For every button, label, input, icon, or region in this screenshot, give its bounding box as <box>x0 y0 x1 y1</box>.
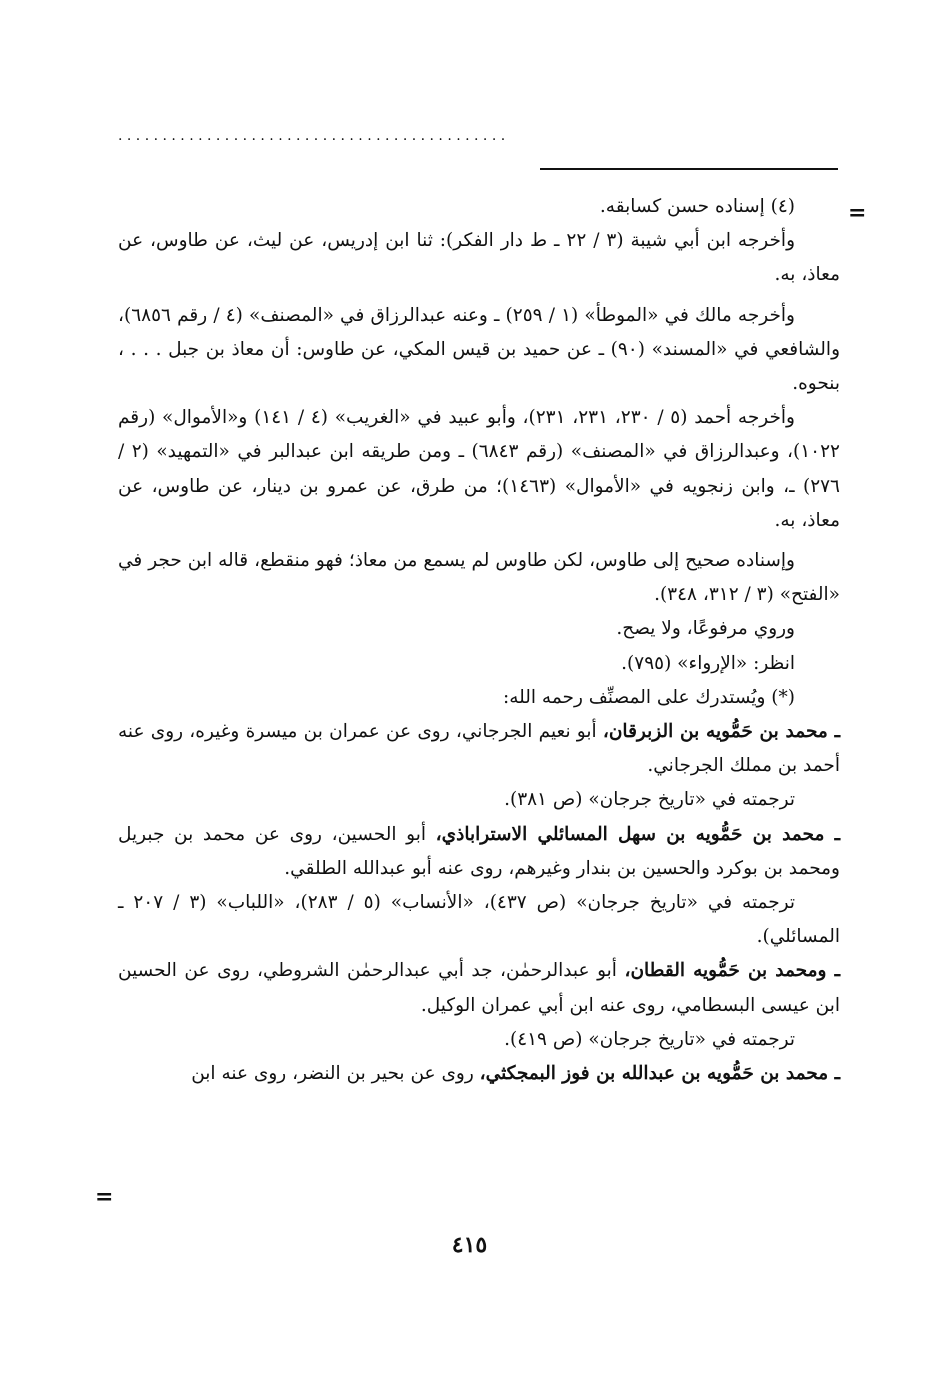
footnote-4-heading: (٤) إسناده حسن كسابقه. <box>599 196 795 217</box>
dotted-separator: . . . . . . . . . . . . . . . . . . . . . . . . . . . . . . . . . . . . . . . . . . . . <box>118 128 506 144</box>
footnotes-block <box>118 190 840 1091</box>
page-number: ٤١٥ <box>451 1232 488 1258</box>
footnote-paragraph: انظر: «الإرواء» (٧٩٥). <box>621 652 795 674</box>
entry-text: أبو نعيم الجرجاني، روى عن عمران بن ميسرة وغيره، روى عنه أحمد بن مملك الجرجاني. <box>118 721 840 777</box>
continuation-marker-top: = <box>848 200 867 226</box>
entry-paragraph <box>118 954 840 1022</box>
entry-paragraph <box>118 715 840 783</box>
footnote-separator-line <box>540 168 838 170</box>
entry-text: أبو الحسين، روى عن محمد بن جبريل ومحمد بن بوكرد والحسين بن بندار وغيرهم، روى عنه أبو عبدالله الطلقي. <box>118 823 840 879</box>
entry-text: روى عن بحير بن النضر، روى عنه ابن <box>191 1063 480 1085</box>
entry-name: ـ ومحمد بن حَمُّويه القطان، <box>624 960 840 982</box>
footnote-paragraph: وأخرجه أحمد (٥ / ٢٣٠، ٢٣١، ٢٣١)، وأبو عبيد في «الغريب» (٤ / ١٤١) و«الأموال» (رقم ١٠٢٢)، وعبدالرزاق في «المصنف» (رقم ٦٨٤٣) ـ ومن طريقه ابن عبدالبر في «التمهيد» (٢ / ٢٧٦) ـ، وابن زنجويه في «الأموال» (١٤٦٣)؛ من طرق، عن عمرو بن دينار، عن طاوس، عن معاذ، به. <box>118 407 840 531</box>
footnote-paragraph: وروي مرفوعًا، ولا يصح. <box>616 618 795 640</box>
footnote-paragraph: وأخرجه ابن أبي شيبة (٣ / ٢٢ ـ ط دار الفكر): ثنا ابن إدريس، عن ليث، عن طاوس، عن معاذ، به. <box>118 230 840 286</box>
entry-text: أبو عبدالرحمٰن، جد أبي عبدالرحمٰن الشروطي، روى عن الحسين ابن عيسى البسطامي، روى عنه ابن أبي عمران الوكيل. <box>118 960 840 1016</box>
addendum-heading: (*) ويُستدرك على المصنِّف رحمه الله: <box>502 686 795 708</box>
continuation-marker-bottom: = <box>95 1184 114 1210</box>
entry-paragraph <box>118 1057 840 1091</box>
entry-source: ترجمته في «تاريخ جرجان» (ص ٣٨١). <box>504 789 795 811</box>
entry-name: ـ محمد بن حَمُّويه بن الزبرقان، <box>602 721 840 743</box>
footnote-paragraph: وأخرجه مالك في «الموطأ» (١ / ٢٥٩) ـ وعنه عبدالرزاق في «المصنف» (٤ / رقم ٦٨٥٦)، والشافعي في «المسند» (٩٠) ـ عن حميد بن قيس المكي، عن طاوس: أن معاذ بن جبل . . . ، بنحوه. <box>118 304 840 395</box>
entry-paragraph <box>118 818 840 886</box>
entry-source: ترجمته في «تاريخ جرجان» (ص ٤٣٧)، «الأنساب» (٥ / ٢٨٣)، «اللباب» (٣ / ٢٠٧ ـ المسائلي). <box>118 892 840 948</box>
entry-source: ترجمته في «تاريخ جرجان» (ص ٤١٩). <box>504 1028 795 1050</box>
entry-name: ـ محمد بن حَمُّويه بن سهل المسائلي الاستراباذي، <box>435 823 840 845</box>
entry-name: ـ محمد بن حَمُّويه بن عبدالله بن فوز البمجكثي، <box>479 1063 840 1085</box>
footnote-paragraph: وإسناده صحيح إلى طاوس، لكن طاوس لم يسمع من معاذ؛ فهو منقطع، قاله ابن حجر في «الفتح» (٣ / ٣١٢، ٣٤٨). <box>118 550 840 606</box>
